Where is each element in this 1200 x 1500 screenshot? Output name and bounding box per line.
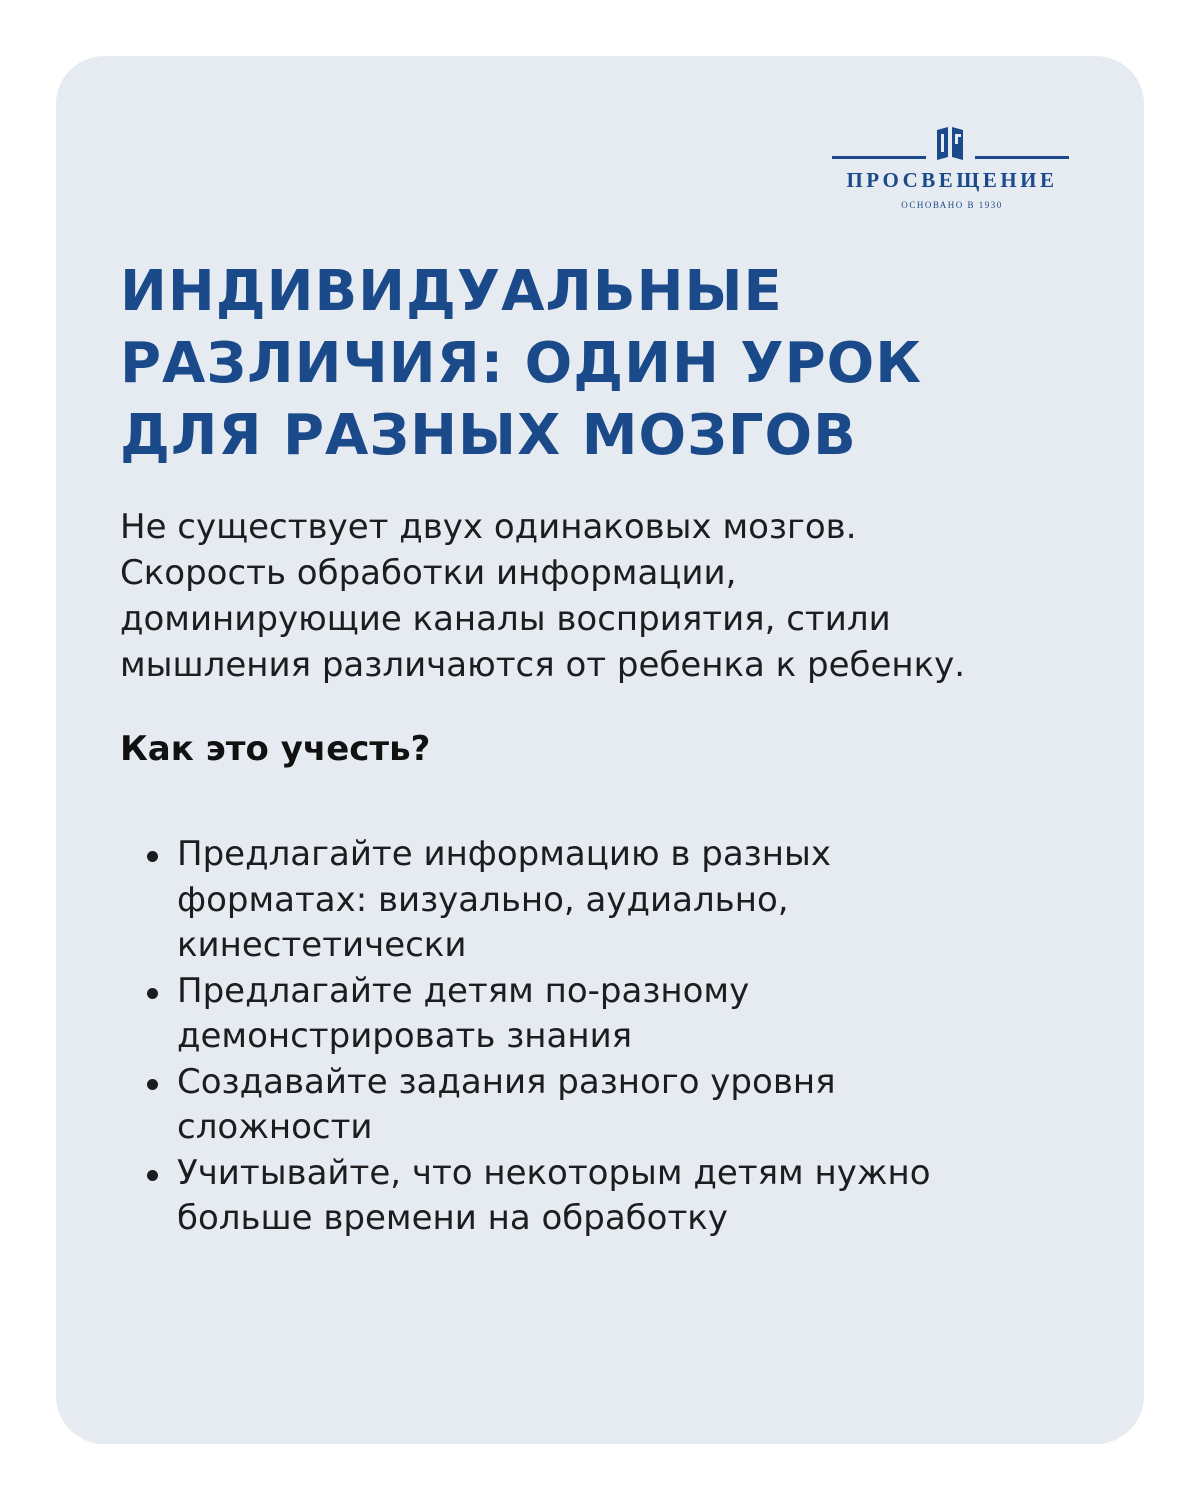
title-line: ИНДИВИДУАЛЬНЫЕ [120,259,783,324]
intro-paragraph [120,504,1100,688]
logo-wordmark: ПРОСВЕЩЕНИЕ [846,168,1058,192]
title-line: РАЗЛИЧИЯ: ОДИН УРОК [120,331,922,396]
list-item-line: Создавайте задания разного уровня [177,1061,836,1102]
list-item-line: Учитывайте, что некоторым детям нужно [177,1152,931,1193]
list-item [120,1060,1100,1151]
list-item-line: кинестетически [177,925,467,965]
bullet-icon [147,988,158,999]
bullet-icon [147,1079,158,1090]
logo-tagline: ОСНОВАНО В 1930 [901,200,1003,210]
list-item-line: форматах: визуально, аудиально, [177,879,789,920]
intro-line: доминирующие каналы восприятия, стили [120,599,891,639]
title-line: ДЛЯ РАЗНЫХ МОЗГОВ [120,403,857,468]
bullet-icon [147,1170,158,1181]
list-item-line: больше времени на обработку [177,1198,728,1238]
list-item-line: сложности [177,1107,373,1147]
section-question: Как это учесть? [120,729,431,769]
list-item [120,969,1100,1060]
logo-rule-left [832,156,926,159]
intro-line: Не существует двух одинаковых мозгов. [120,507,857,547]
list-item-line: Предлагайте информацию в разных [177,834,831,874]
list-item [120,1151,1100,1242]
page-title [120,256,1020,472]
list-item [120,832,1100,969]
list-item-line: Предлагайте детям по-разному [177,970,750,1011]
prosveshchenie-logo [832,124,1072,214]
intro-line: Скорость обработки информации, [120,553,737,593]
tips-list [120,832,1100,1242]
logo-rule-right [975,156,1069,159]
intro-line: мышления различаются от ребенка к ребенку. [120,645,966,685]
slide-card [56,56,1144,1444]
bullet-icon [147,851,158,862]
book-emblem-icon [935,126,965,162]
list-item-line: демонстрировать знания [177,1016,633,1056]
